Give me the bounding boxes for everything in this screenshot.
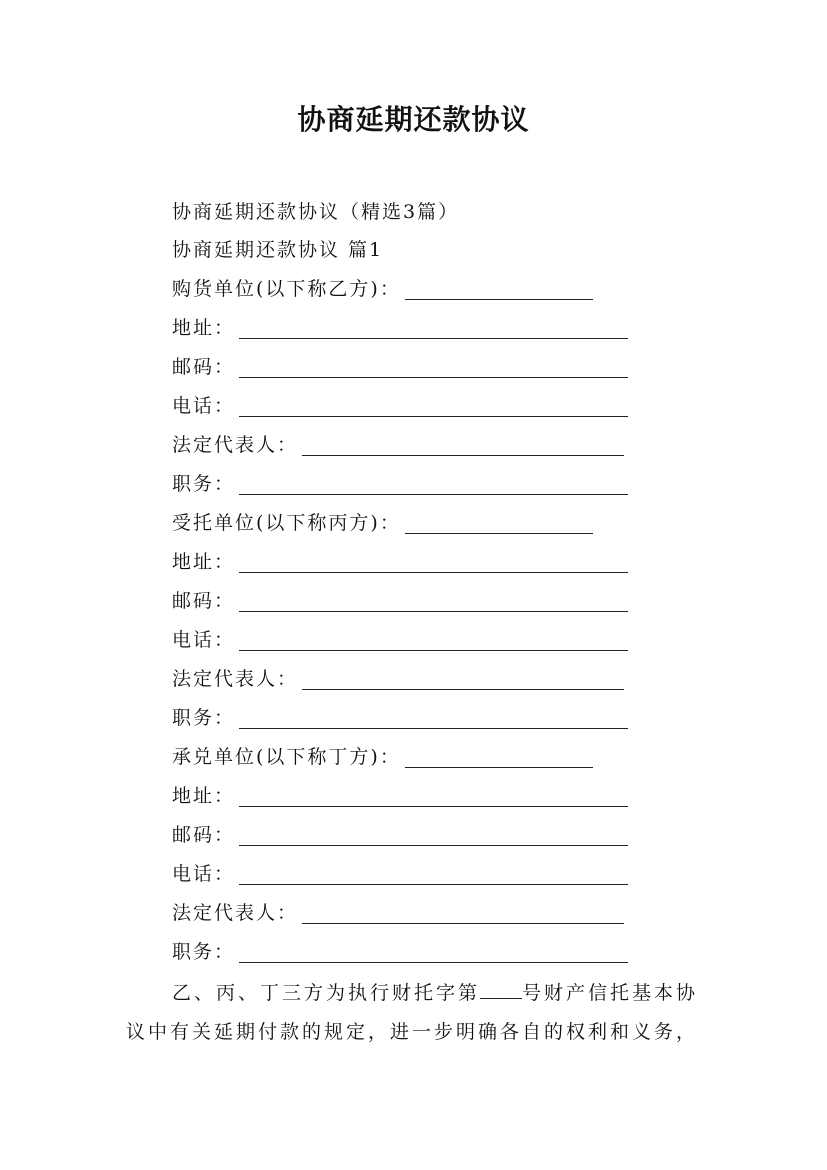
- blank-line[interactable]: [239, 550, 628, 573]
- document-title: 协商延期还款协议: [297, 103, 530, 136]
- blank-line[interactable]: [239, 784, 628, 807]
- field-phone: 电话：: [172, 625, 628, 655]
- blank-line[interactable]: [239, 940, 628, 963]
- field-acceptor-unit: 承兑单位(以下称丁方)：: [172, 742, 593, 772]
- blank-line[interactable]: [239, 316, 628, 339]
- section-heading: 协商延期还款协议 篇1: [172, 239, 384, 261]
- field-trustee-unit: 受托单位(以下称丙方)：: [172, 508, 593, 538]
- blank-line[interactable]: [480, 978, 522, 999]
- field-postcode: 邮码：: [172, 352, 628, 382]
- blank-line[interactable]: [302, 667, 624, 690]
- blank-line[interactable]: [405, 277, 593, 300]
- blank-line[interactable]: [405, 745, 593, 768]
- field-position: 职务：: [172, 703, 628, 733]
- blank-line[interactable]: [239, 706, 628, 729]
- blank-line[interactable]: [239, 823, 628, 846]
- field-position: 职务：: [172, 469, 628, 499]
- field-phone: 电话：: [172, 859, 628, 889]
- body-paragraph: 乙、丙、丁三方为执行财托字第 号财产信托基本协 议中有关延期付款的规定，进一步明确各自的权利和义务，: [126, 974, 716, 1052]
- field-legal-rep: 法定代表人：: [172, 664, 624, 694]
- field-address: 地址：: [172, 547, 628, 577]
- subtitle: 协商延期还款协议（精选3篇）: [172, 201, 460, 223]
- blank-line[interactable]: [239, 472, 628, 495]
- field-position: 职务：: [172, 937, 628, 967]
- field-address: 地址：: [172, 313, 628, 343]
- field-legal-rep: 法定代表人：: [172, 898, 624, 928]
- field-postcode: 邮码：: [172, 820, 628, 850]
- field-buyer-unit: 购货单位(以下称乙方)：: [172, 274, 593, 304]
- blank-line[interactable]: [405, 511, 593, 534]
- blank-line[interactable]: [239, 394, 628, 417]
- blank-line[interactable]: [302, 901, 624, 924]
- blank-line[interactable]: [239, 628, 628, 651]
- field-address: 地址：: [172, 781, 628, 811]
- blank-line[interactable]: [239, 862, 628, 885]
- field-postcode: 邮码：: [172, 586, 628, 616]
- field-legal-rep: 法定代表人：: [172, 430, 624, 460]
- blank-line[interactable]: [239, 355, 628, 378]
- blank-line[interactable]: [302, 433, 624, 456]
- blank-line[interactable]: [239, 589, 628, 612]
- field-phone: 电话：: [172, 391, 628, 421]
